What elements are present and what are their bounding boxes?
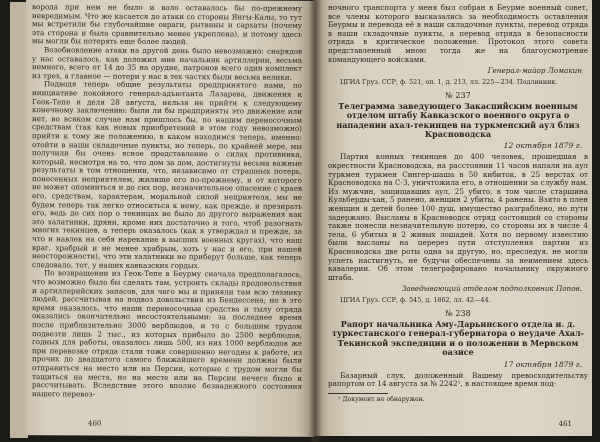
footnote: ¹ Документ не обнаружен. <box>338 395 425 403</box>
left-paragraph-4: По возвращении из Геок-Тепе в Беурму сначала предполагалось, что возможно было бы сделать там, устроить склады продовольствия и артиллерийских запасов, для чего мы и приняли там всю технику людей, рассчитывая на подвоз довольствия из Бендессена; но в это время оказалось, что наши переносочные средства и тылу отряда оказались окончательно несостоятельными: за последнее время после приблизительно 3000 верблюдов, и то с большим трудом подвезти лишь 2 тыс., из которых прибыло до 2500 верблюдов, годных для работы, оказалось лишь 500, из них 1000 верблюдов же при перевозке отряда стали тоже совершенно негодны к работе, из прочих до двадцатого самого ближайшего времени должны были отправиться на место или на Персии, которые с трудом могли бы тащиться на места, но на месте или на Персии нечего было и рассчитывать. Вследствие этого вполне безнадежного состояния нашего перевоз- <box>32 268 302 399</box>
archive-reference-1: ЦГИА Груз. ССР, ф. 521, оп. 1, д. 213, лл. 225—234. Подлинник. <box>340 78 558 87</box>
document-title-237: Телеграмма заведующего Закаспийским военным отделом штабу Кавказского военного округа о нападении ахал-текинцев на туркменский аул близ Красноводска <box>336 100 580 139</box>
archive-reference-237: ЦГИА Груз. ССР, ф. 545, д. 1862, лл. 42—44. <box>340 296 491 305</box>
left-page <box>26 0 314 437</box>
left-paragraph-3: Подводя теперь общие результаты предпринятого нами, по инициативе покойного генерал-адъютанта Лазарева, движения к Геок-Тепе и деля 28 августа, нельзя не прийти к следующему конечному заключению: были ли бы предприняты это движение или нет, во всяком случае нам пришлось бы, по нашим переносочным средствам (так как новых приобретений в этом году невозможно) прийти к тому же положению, в каком находимся теперь, именно: отойти в наши складочные пункты, но теперь, по крайней мере, мы получили бы очень ясное представление о силах противника, который, несмотря на то, что дом за дом, достигнуты весьма важные результаты в том отношении, что, независимо от страшных потерь, понесенных неприятелем, жилище его по-прежнему, и от которого не может опомниться и до сих пор, незначительное опасение с краев его, средствам, характерам, моральной силой неприятеля, мы не будем теперь так легко относиться к нему, как прежде, и презирать его, ведь до сих пор о текинцах не было до другого выражения как это халатники, дряни, кроме них достаточно и того, чтоб разогнать многих текинцев, а теперь оказалось (как я утверждал и прежде, за что и навлек на себя нарекание в высших военных кругах), что наш враг, храбрый и не менее храбрым, хоть у нас и его, при нашей неосторожности), что эти халатники не приберут больше, как теперь следовало, тот, у наших кавказских гордых. <box>32 79 302 270</box>
document-body-238: Базарный слух, доложенный Вашему превосходительству рапортом от 14 августа за № 2242¹, в настоящее время под- <box>328 370 588 389</box>
document-date-237: 12 октября 1879 г. <box>503 141 582 151</box>
footnote-divider <box>328 393 388 394</box>
left-paragraph-2: Возобновление атаки на другой день было невозможно: снарядов у нас оставалось, как доложил мне начальник артиллерии, весьма немного, всего от 14 до 35 на орудие, патронов всего один комплект из трех, а главное — потери у нас в тех частях были весьма велики. <box>32 45 302 82</box>
right-page <box>314 0 592 436</box>
document-number-237: № 237 <box>445 90 471 100</box>
signature-lomakin: Генерал-майор Ломакин <box>487 66 582 76</box>
document-date-238: 17 октября 1879 г. <box>503 359 582 369</box>
document-body-237: Партия конных текинцев до 400 человек, прошедшая в окрестности Красноводска, на расстоянии 11 часов напали на аул туркмен туркмен Сингер-шаша в 50 кибиток, в 25 верстах от Красноводска на С-З, уничтожила его, в отношении за службу нам. Из мужчин, защищавших аул, 25 убито, в том числе старшина Кульберды-хан, 5 ранено, женщин 2 убиты, 4 ранены. Взято в плен женщин и детей более 100 душ, имущество разграблено, но пути задержано. Высланы в Красноводск отряд состоящий со стороны также понесли незначительную потерю, со стороны их в числе 4 тела, 6 убитых и 2 живых лошадей. Хотя по первому известию были высланы на перерез пути отступления партии из Красноводска две роты одна за другую, но, преследуя, не могли успеть настигнуть, не будучи обеспечены за неимением здесь кавалерии. Об этом телеграфировано начальнику окружного штаба. <box>328 152 588 282</box>
left-paragraph-1: ворода при нем не было и воло оставалось бы по-прежнему невредимым. Что же касается до атаки со стороны Янгы-Калы, то тут мы встретили бы глубочайшие овраги, рытвины и сархаты (почему эта сторона и была сравнительно менее укреплена), и потому здесь мы могли бы потерять еще более людей. <box>32 2 302 47</box>
document-title-238: Рапорт начальника Аму-Дарьинского отдела и. д. туркестанского генерал-губернатора о неудаче Ахал-Текинской экспедиции и о положении в Мервском оазисе <box>332 318 584 358</box>
right-page-number: 461 <box>558 420 572 428</box>
right-intro-paragraph: ночного транспорта у меня был собран в Беурме военный совет, все члены которого высказались за необходимость оставления Беурмы и перевода её в наши складочные пункты, перевод отряда в наши складочные пункты, а перевод отряда в безопасности отряда в критическое положение. Протокол этого совета представленный мною тогда же на благоусмотрение командующего войсками. <box>328 3 588 64</box>
left-page-number: 460 <box>88 419 102 428</box>
document-number-238: № 238 <box>445 308 471 318</box>
signature-popov: Заведывающий отделом подполковник Попов. <box>401 284 582 294</box>
